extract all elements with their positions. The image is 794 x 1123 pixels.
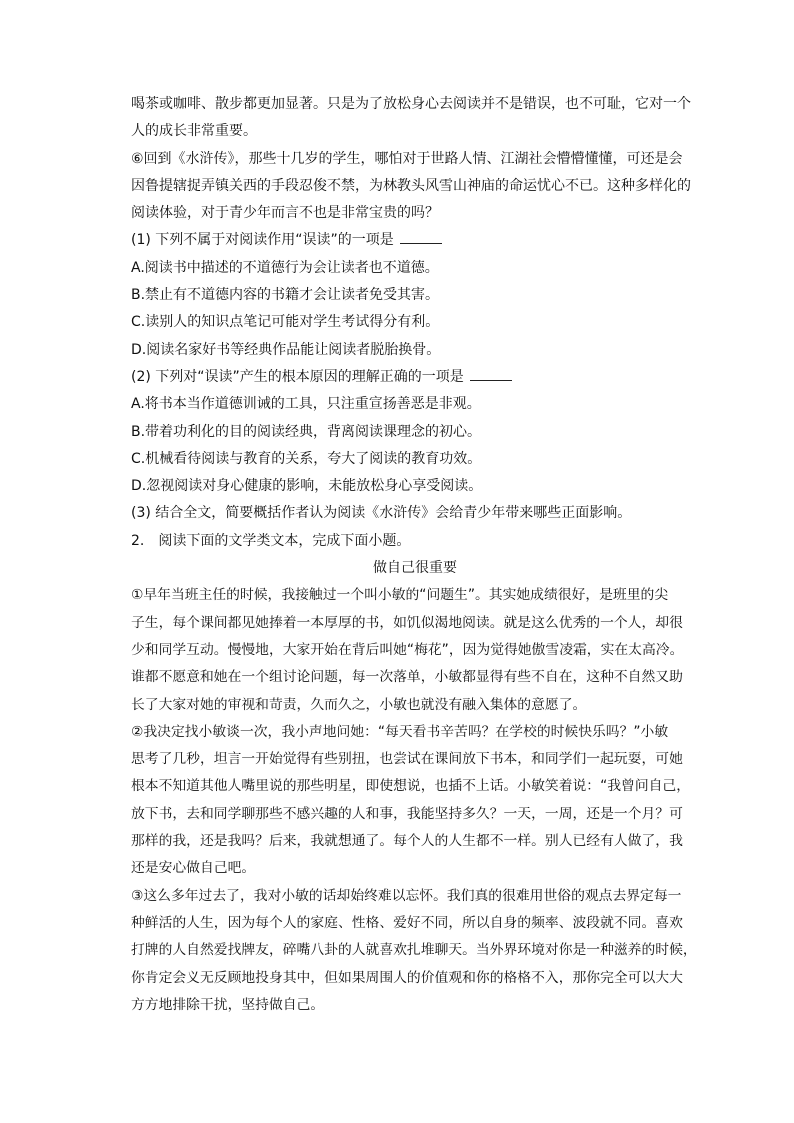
article-line: 谁都不愿意和她在一个组讨论问题，每一次落单，小敏都显得有些不自在，这种不自然又助 <box>131 669 683 686</box>
passage-line: 阅读体验，对于青少年而言不也是非常宝贵的吗？ <box>131 205 439 222</box>
passage-line: 因鲁提辖捉弄镇关西的手段忍俊不禁，为林教头风雪山神庙的命运忧心不已。这种多样化的 <box>131 177 691 194</box>
article-line: 少和同学互动。慢慢地，大家开始在背后叫她“梅花”，因为觉得她傲雪凌霜，实在太高冷。 <box>131 641 684 658</box>
article-line: 种鲜活的人生，因为每个人的家庭、性格、爱好不同，所以自身的频率、波段就不同。喜欢 <box>131 914 683 931</box>
question-1-stem <box>131 227 699 254</box>
answer-blank[interactable] <box>400 229 442 244</box>
document-body <box>131 91 699 1019</box>
article-line: 那样的我，还是我吗？后来，我就想通了。每个人的人生都不一样。别人已经有人做了，我 <box>131 833 683 850</box>
article-line: ②我决定找小敏谈一次，我小声地问她：“每天看书辛苦吗？在学校的时候快乐吗？”小敏 <box>131 723 669 740</box>
question-2-option-a: A.将书本当作道德训诫的工具，只注重宣扬善恶是非观。 <box>131 396 481 413</box>
passage-line: 喝茶或咖啡、散步都更加显著。只是为了放松身心去阅读并不是错误，也不可耻，它对一个 <box>131 96 691 112</box>
article-line: 打牌的人自然爱找牌友，碎嘴八卦的人就喜欢扎堆聊天。当外界环境对你是一种滋养的时候， <box>131 942 697 959</box>
question-1-option-d: D.阅读名家好书等经典作品能让阅读者脱胎换骨。 <box>131 341 441 358</box>
question-2-text: (2) 下列对“误读”产生的根本原因的理解正确的一项是 <box>131 368 464 385</box>
question-1-text: (1) 下列不属于对阅读作用“误读”的一项是 <box>131 232 394 249</box>
article-line: 方方地排除干扰，坚持做自己。 <box>131 996 325 1013</box>
passage-line: 人的成长非常重要。 <box>131 123 257 140</box>
article-line: 根本不知道其他人嘴里说的那些明星，即使想说，也插不上话。小敏笑着说：“我曾问自己， <box>131 778 691 795</box>
article-title: 做自己很重要 <box>373 560 457 577</box>
question-1-option-a: A.阅读书中描述的不道德行为会让读者也不道德。 <box>131 259 439 276</box>
article-line: 子生，每个课间都见她捧着一本厚厚的书，如饥似渴地阅读。就是这么优秀的一个人，却很 <box>131 614 683 631</box>
answer-blank[interactable] <box>470 366 512 381</box>
article-line: 你肯定会义无反顾地投身其中，但如果周围人的价值观和你的格格不入，那你完全可以大大 <box>131 969 683 986</box>
question-3-stem: (3) 结合全文，简要概括作者认为阅读《水浒传》会给青少年带来哪些正面影响。 <box>131 505 632 522</box>
article-line: ③这么多年过去了，我对小敏的话却始终难以忘怀。我们真的很难用世俗的观点去界定每一 <box>131 887 682 904</box>
section-2-heading: 2. 阅读下面的文学类文本，完成下面小题。 <box>131 532 411 549</box>
article-line: ①早年当班主任的时候，我接触过一个叫小敏的“问题生”。其实她成绩很好，是班里的尖 <box>131 587 669 604</box>
article-line: 放下书，去和同学聊那些不感兴趣的人和事，我能坚持多久？一天，一周，还是一个月？可 <box>131 805 683 822</box>
article-line: 长了大家对她的审视和苛责，久而久之，小敏也就没有融入集体的意愿了。 <box>131 696 587 713</box>
question-2-option-d: D.忽视阅读对身心健康的影响，未能放松身心享受阅读。 <box>131 478 483 495</box>
passage-line: ⑥回到《水浒传》，那些十几岁的学生，哪怕对于世路人情、江湖社会懵懵懂懂，可还是会 <box>131 150 683 167</box>
question-1-option-c: C.读别人的知识点笔记可能对学生考试得分有利。 <box>131 314 440 331</box>
question-2-stem <box>131 364 699 391</box>
article-line: 思考了几秒，坦言一开始觉得有些别扭，也尝试在课间放下书本，和同学们一起玩耍，可她 <box>131 751 683 768</box>
question-2-option-b: B.带着功利化的目的阅读经典，背离阅读课理念的初心。 <box>131 423 482 440</box>
question-2-option-c: C.机械看待阅读与教育的关系，夸大了阅读的教育功效。 <box>131 450 482 467</box>
article-line: 还是安心做自己吧。 <box>131 860 256 877</box>
question-1-option-b: B.禁止有不道德内容的书籍才会让读者免受其害。 <box>131 287 440 304</box>
